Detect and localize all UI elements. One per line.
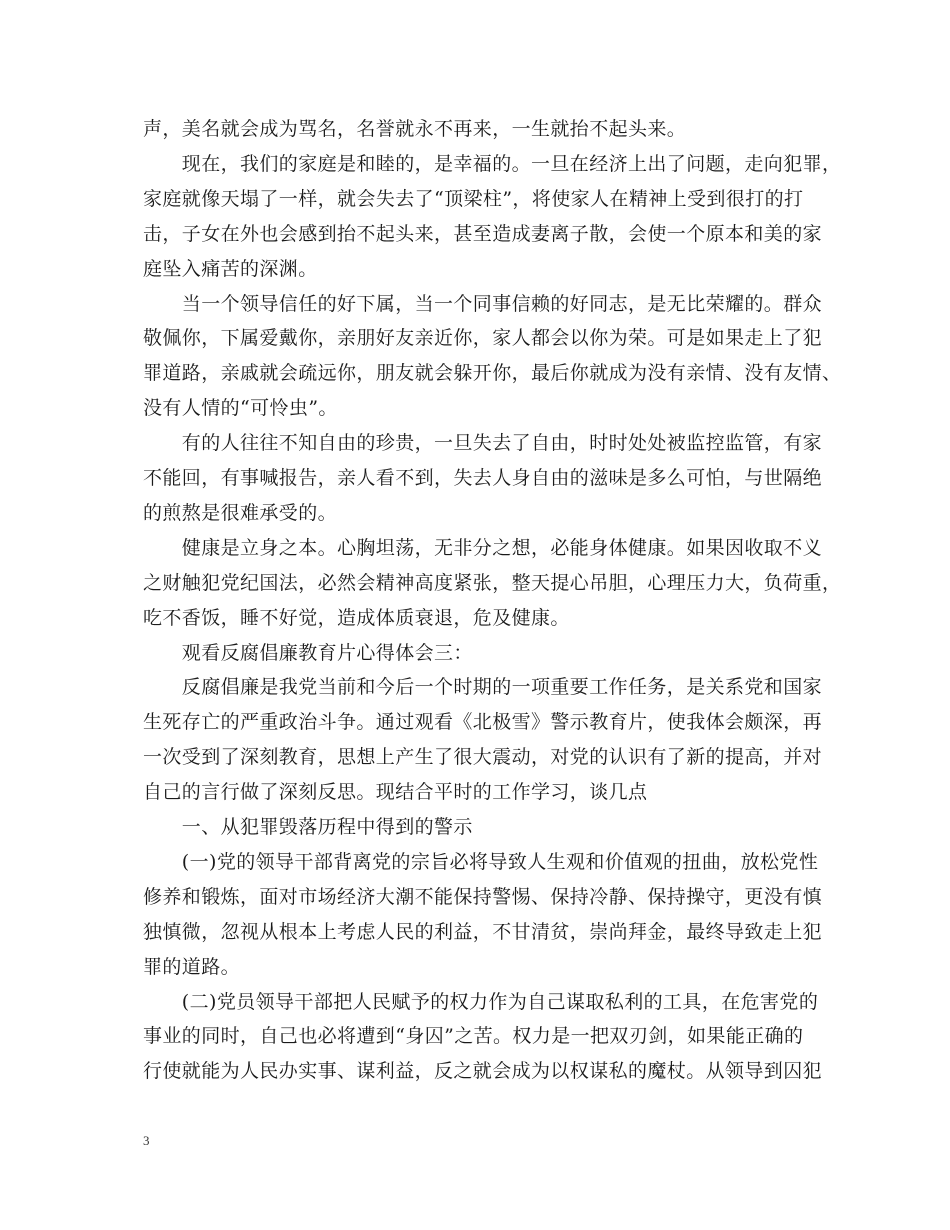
- text-line: 没有人情的“可怜虫”。: [143, 397, 338, 420]
- text-line: 家庭就像天塌了一样，就会失去了“顶梁柱”，将使家人在精神上受到很打的打: [143, 187, 804, 210]
- text-line: 当一个领导信任的好下属，当一个同事信赖的好同志，是无比荣耀的。群众: [143, 292, 823, 315]
- text-line: 行使就能为人民办实事、谋利益，反之就会成为以权谋私的魔杖。从领导到囚犯: [143, 1060, 823, 1083]
- text-line: 吃不香饭，睡不好觉，造成体质衰退，危及健康。: [143, 606, 570, 629]
- text-line: 独慎微，忽视从根本上考虑人民的利益，不甘清贫，崇尚拜金，最终导致走上犯: [143, 920, 823, 943]
- text-line: 击，子女在外也会感到抬不起头来，甚至造成妻离子散，会使一个原本和美的家: [143, 222, 823, 245]
- page-number: 3: [143, 1133, 150, 1148]
- text-line: 一次受到了深刻教育，思想上产生了很大震动，对党的认识有了新的提高，并对: [143, 746, 823, 769]
- text-line: (二)党员领导干部把人民赋予的权力作为自己谋取私利的工具，在危害党的: [143, 990, 819, 1013]
- text-line: 一、从犯罪毁落历程中得到的警示: [143, 816, 473, 838]
- text-line: 修养和锻炼，面对市场经济大潮不能保持警惕、保持冷静、保持操守，更没有慎: [143, 885, 823, 908]
- text-line: 观看反腐倡廉教育片心得体会三：: [143, 641, 473, 664]
- text-line: 自己的言行做了深刻反思。现结合平时的工作学习，谈几点: [143, 781, 648, 804]
- text-line: 罪道路，亲戚就会疏远你，朋友就会躲开你，最后你就成为没有亲情、没有友情、: [143, 362, 842, 385]
- text-line: 不能回，有事喊报告，亲人看不到，失去人身自由的滋味是多么可怕，与世隔绝: [143, 467, 823, 489]
- text-line: 有的人往往不知自由的珍贵，一旦失去了自由，时时处处被监控监管，有家: [143, 432, 823, 455]
- text-line: 声，美名就会成为骂名，名誉就永不再来，一生就抬不起头来。: [143, 118, 687, 140]
- text-line: 现在，我们的家庭是和睦的，是幸福的。一旦在经济上出了问题，走向犯罪，: [143, 152, 842, 175]
- text-line: 的煎熬是很难承受的。: [143, 501, 338, 524]
- text-line: 罪的道路。: [143, 955, 241, 978]
- text-line: 健康是立身之本。心胸坦荡，无非分之想，必能身体健康。如果因收取不义: [143, 536, 823, 559]
- text-line: 事业的同时，自己也必将遭到“身囚”之苦。权力是一把双刃剑，如果能正确的: [143, 1025, 804, 1048]
- text-line: 反腐倡廉是我党当前和今后一个时期的一项重要工作任务，是关系党和国家: [143, 676, 823, 699]
- text-line: 生死存亡的严重政治斗争。通过观看《北极雪》警示教育片，使我体会颇深，再: [143, 711, 823, 734]
- text-line: (一)党的领导干部背离党的宗旨必将导致人生观和价值观的扭曲，放松党性: [143, 850, 819, 873]
- text-line: 敬佩你，下属爱戴你，亲朋好友亲近你，家人都会以你为荣。可是如果走上了犯: [143, 327, 823, 350]
- text-line: 之财触犯党纪国法，必然会精神高度紧张，整天提心吊胆，心理压力大，负荷重，: [143, 571, 842, 594]
- text-line: 庭坠入痛苦的深渊。: [143, 257, 318, 280]
